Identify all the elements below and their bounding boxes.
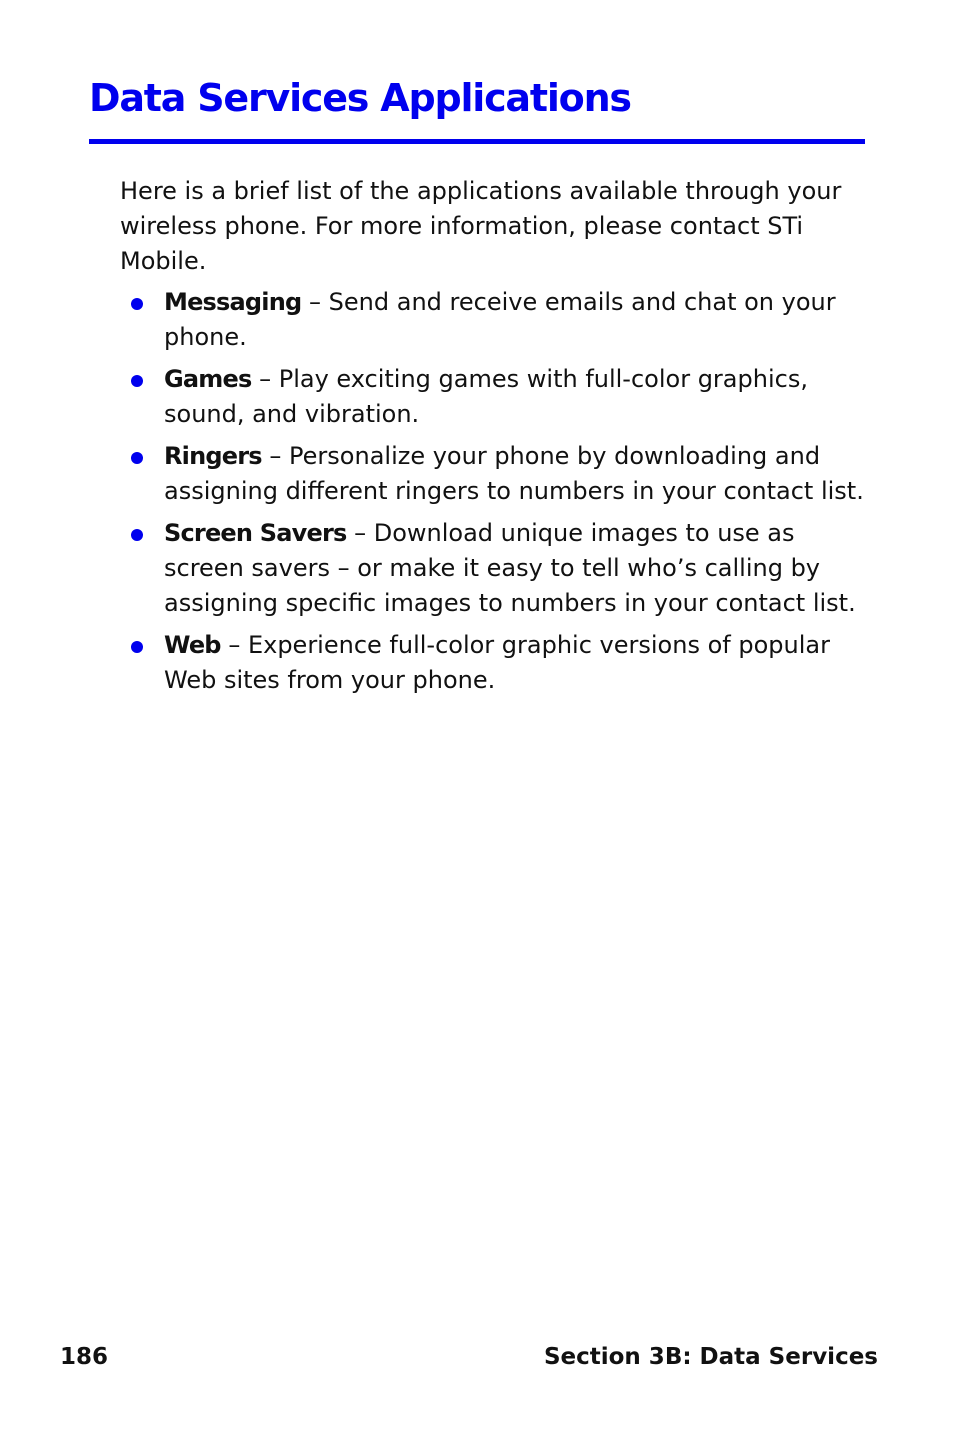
- application-list: [120, 285, 880, 705]
- bullet-text: – Play exciting games with full-color graphics, sound, and vibration.: [164, 365, 808, 428]
- bullet-icon: [131, 529, 143, 541]
- bullet-term: Ringers: [164, 442, 262, 470]
- bullet-text: – Send and receive emails and chat on your phone.: [164, 288, 836, 351]
- bullet-icon: [131, 375, 143, 387]
- list-item-ringers: [120, 439, 880, 509]
- list-item-web: [120, 628, 880, 698]
- bullet-text: – Experience full-color graphic versions of popular Web sites from your phone.: [164, 631, 830, 694]
- bullet-icon: [131, 298, 143, 310]
- bullet-text: – Download unique images to use as screen savers – or make it easy to tell who’s calling by assigning specific images to numbers in your contact list.: [164, 519, 856, 617]
- bullet-term: Messaging: [164, 288, 302, 316]
- bullet-term: Games: [164, 365, 252, 393]
- list-item-messaging: [120, 285, 880, 355]
- bullet-icon: [131, 452, 143, 464]
- page-title: Data Services Applications: [89, 76, 631, 120]
- section-label: Section 3B: Data Services: [543, 1344, 878, 1370]
- bullet-term: Screen Savers: [164, 519, 347, 547]
- bullet-text: – Personalize your phone by downloading and assigning different ringers to numbers in your contact list.: [164, 442, 864, 505]
- bullet-icon: [131, 641, 143, 653]
- page-number: 186: [60, 1344, 109, 1370]
- intro-paragraph: Here is a brief list of the applications available through your wireless phone. For more information, please contact STi Mobile.: [120, 177, 842, 275]
- title-rule: [89, 139, 865, 144]
- list-item-games: [120, 362, 880, 432]
- list-item-screen-savers: [120, 516, 880, 621]
- bullet-term: Web: [164, 631, 221, 659]
